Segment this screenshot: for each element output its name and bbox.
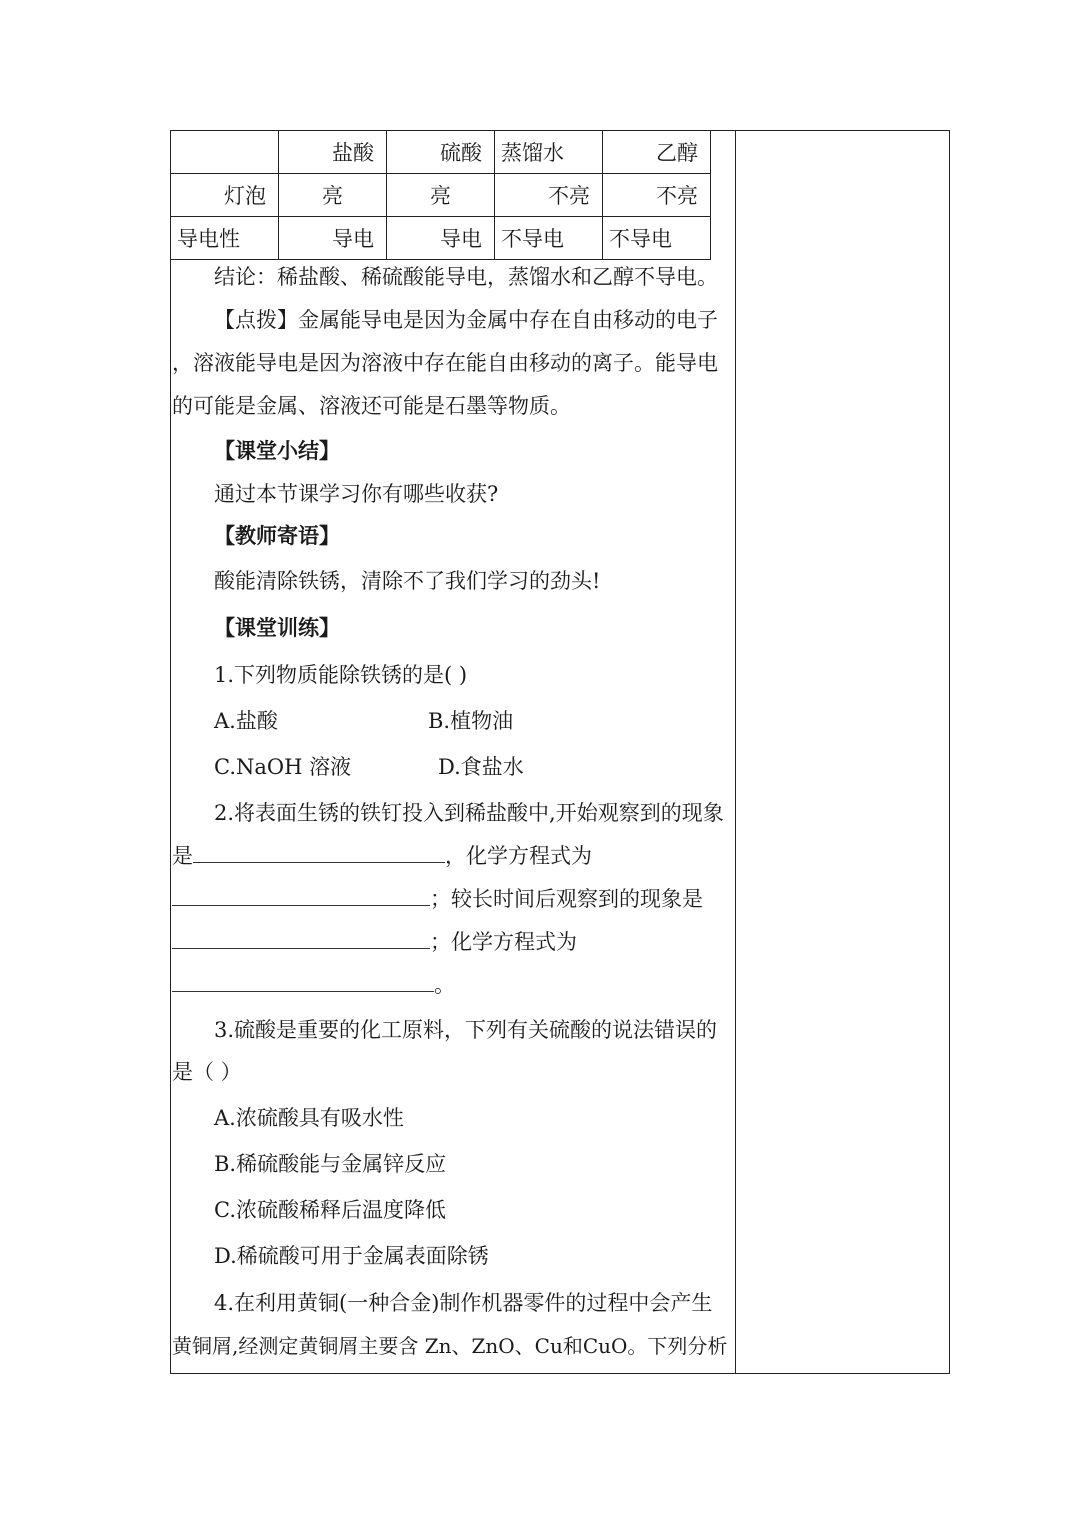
- table-cell: 乙醇: [603, 131, 711, 174]
- table-cell: 不导电: [603, 217, 711, 260]
- table-row: [171, 217, 711, 260]
- tip-line-3: 的可能是金属、溶液还可能是石墨等物质。: [172, 394, 571, 418]
- answer-blank[interactable]: [172, 887, 430, 906]
- question-2-line-5: [172, 970, 455, 1000]
- conclusion-text: 结论：稀盐酸、稀硫酸能导电，蒸馏水和乙醇不导电。: [214, 265, 718, 289]
- table-cell: 不亮: [495, 174, 603, 217]
- tip-line-1: 【点拨】金属能导电是因为金属中存在自由移动的电子: [214, 308, 718, 332]
- question-2-line-1: 2.将表面生锈的铁钉投入到稀盐酸中,开始观察到的现象: [214, 801, 724, 825]
- question-1: 1.下列物质能除铁锈的是( ): [214, 663, 468, 687]
- table-cell: 硫酸: [387, 131, 495, 174]
- q2-text: 。: [434, 973, 455, 997]
- summary-question: 通过本节课学习你有哪些收获?: [214, 482, 499, 506]
- table-row: [171, 174, 711, 217]
- question-2-line-4: [172, 927, 577, 957]
- q1-option-a: A.盐酸: [214, 709, 278, 733]
- question-4-line-1: 4.在利用黄铜(一种合金)制作机器零件的过程中会产生: [214, 1291, 713, 1315]
- conductivity-table: [170, 130, 711, 260]
- column-divider: [735, 130, 736, 1374]
- q3-option-a: A.浓硫酸具有吸水性: [214, 1106, 404, 1130]
- q2-text: ；较长时间后观察到的现象是: [430, 887, 703, 911]
- question-3-line-1: 3.硫酸是重要的化工原料，下列有关硫酸的说法错误的: [214, 1018, 718, 1042]
- q1-option-d: D.食盐水: [438, 755, 524, 779]
- table-cell: 不导电: [495, 217, 603, 260]
- summary-heading: 【课堂小结】: [214, 438, 340, 463]
- training-heading: 【课堂训练】: [214, 615, 340, 640]
- q2-text: ，化学方程式为: [445, 844, 592, 868]
- table-cell: 导电: [387, 217, 495, 260]
- answer-blank[interactable]: [172, 930, 430, 949]
- answer-blank[interactable]: [172, 973, 434, 992]
- teacher-heading: 【教师寄语】: [214, 523, 340, 548]
- table-cell: [171, 131, 279, 174]
- table-cell: 蒸馏水: [495, 131, 603, 174]
- table-cell: 导电: [279, 217, 387, 260]
- tip-line-2: ，溶液能导电是因为溶液中存在能自由移动的离子。能导电: [172, 351, 718, 375]
- q3-option-b: B.稀硫酸能与金属锌反应: [214, 1152, 447, 1176]
- question-2-line-2: [172, 841, 592, 871]
- q2-text: 是: [172, 844, 193, 868]
- q2-text: ；化学方程式为: [430, 930, 577, 954]
- q3-option-d: D.稀硫酸可用于金属表面除锈: [214, 1244, 489, 1268]
- teacher-message: 酸能清除铁锈，清除不了我们学习的劲头!: [214, 569, 601, 593]
- question-4-line-2: 黄铜屑,经测定黄铜屑主要含 Zn、ZnO、Cu和CuO。下列分析: [172, 1334, 728, 1358]
- table-cell: 亮: [279, 174, 387, 217]
- answer-blank[interactable]: [193, 844, 445, 863]
- table-cell: 导电性: [171, 217, 279, 260]
- q3-option-c: C.浓硫酸稀释后温度降低: [214, 1198, 446, 1222]
- question-3-line-2: 是（ ）: [172, 1060, 242, 1084]
- question-2-line-3: [172, 884, 703, 914]
- table-cell: 亮: [387, 174, 495, 217]
- table-row: [171, 131, 711, 174]
- q1-option-b: B.植物油: [428, 709, 514, 733]
- table-cell: 盐酸: [279, 131, 387, 174]
- table-cell: 灯泡: [171, 174, 279, 217]
- table-cell: 不亮: [603, 174, 711, 217]
- q1-option-c: C.NaOH 溶液: [214, 755, 352, 779]
